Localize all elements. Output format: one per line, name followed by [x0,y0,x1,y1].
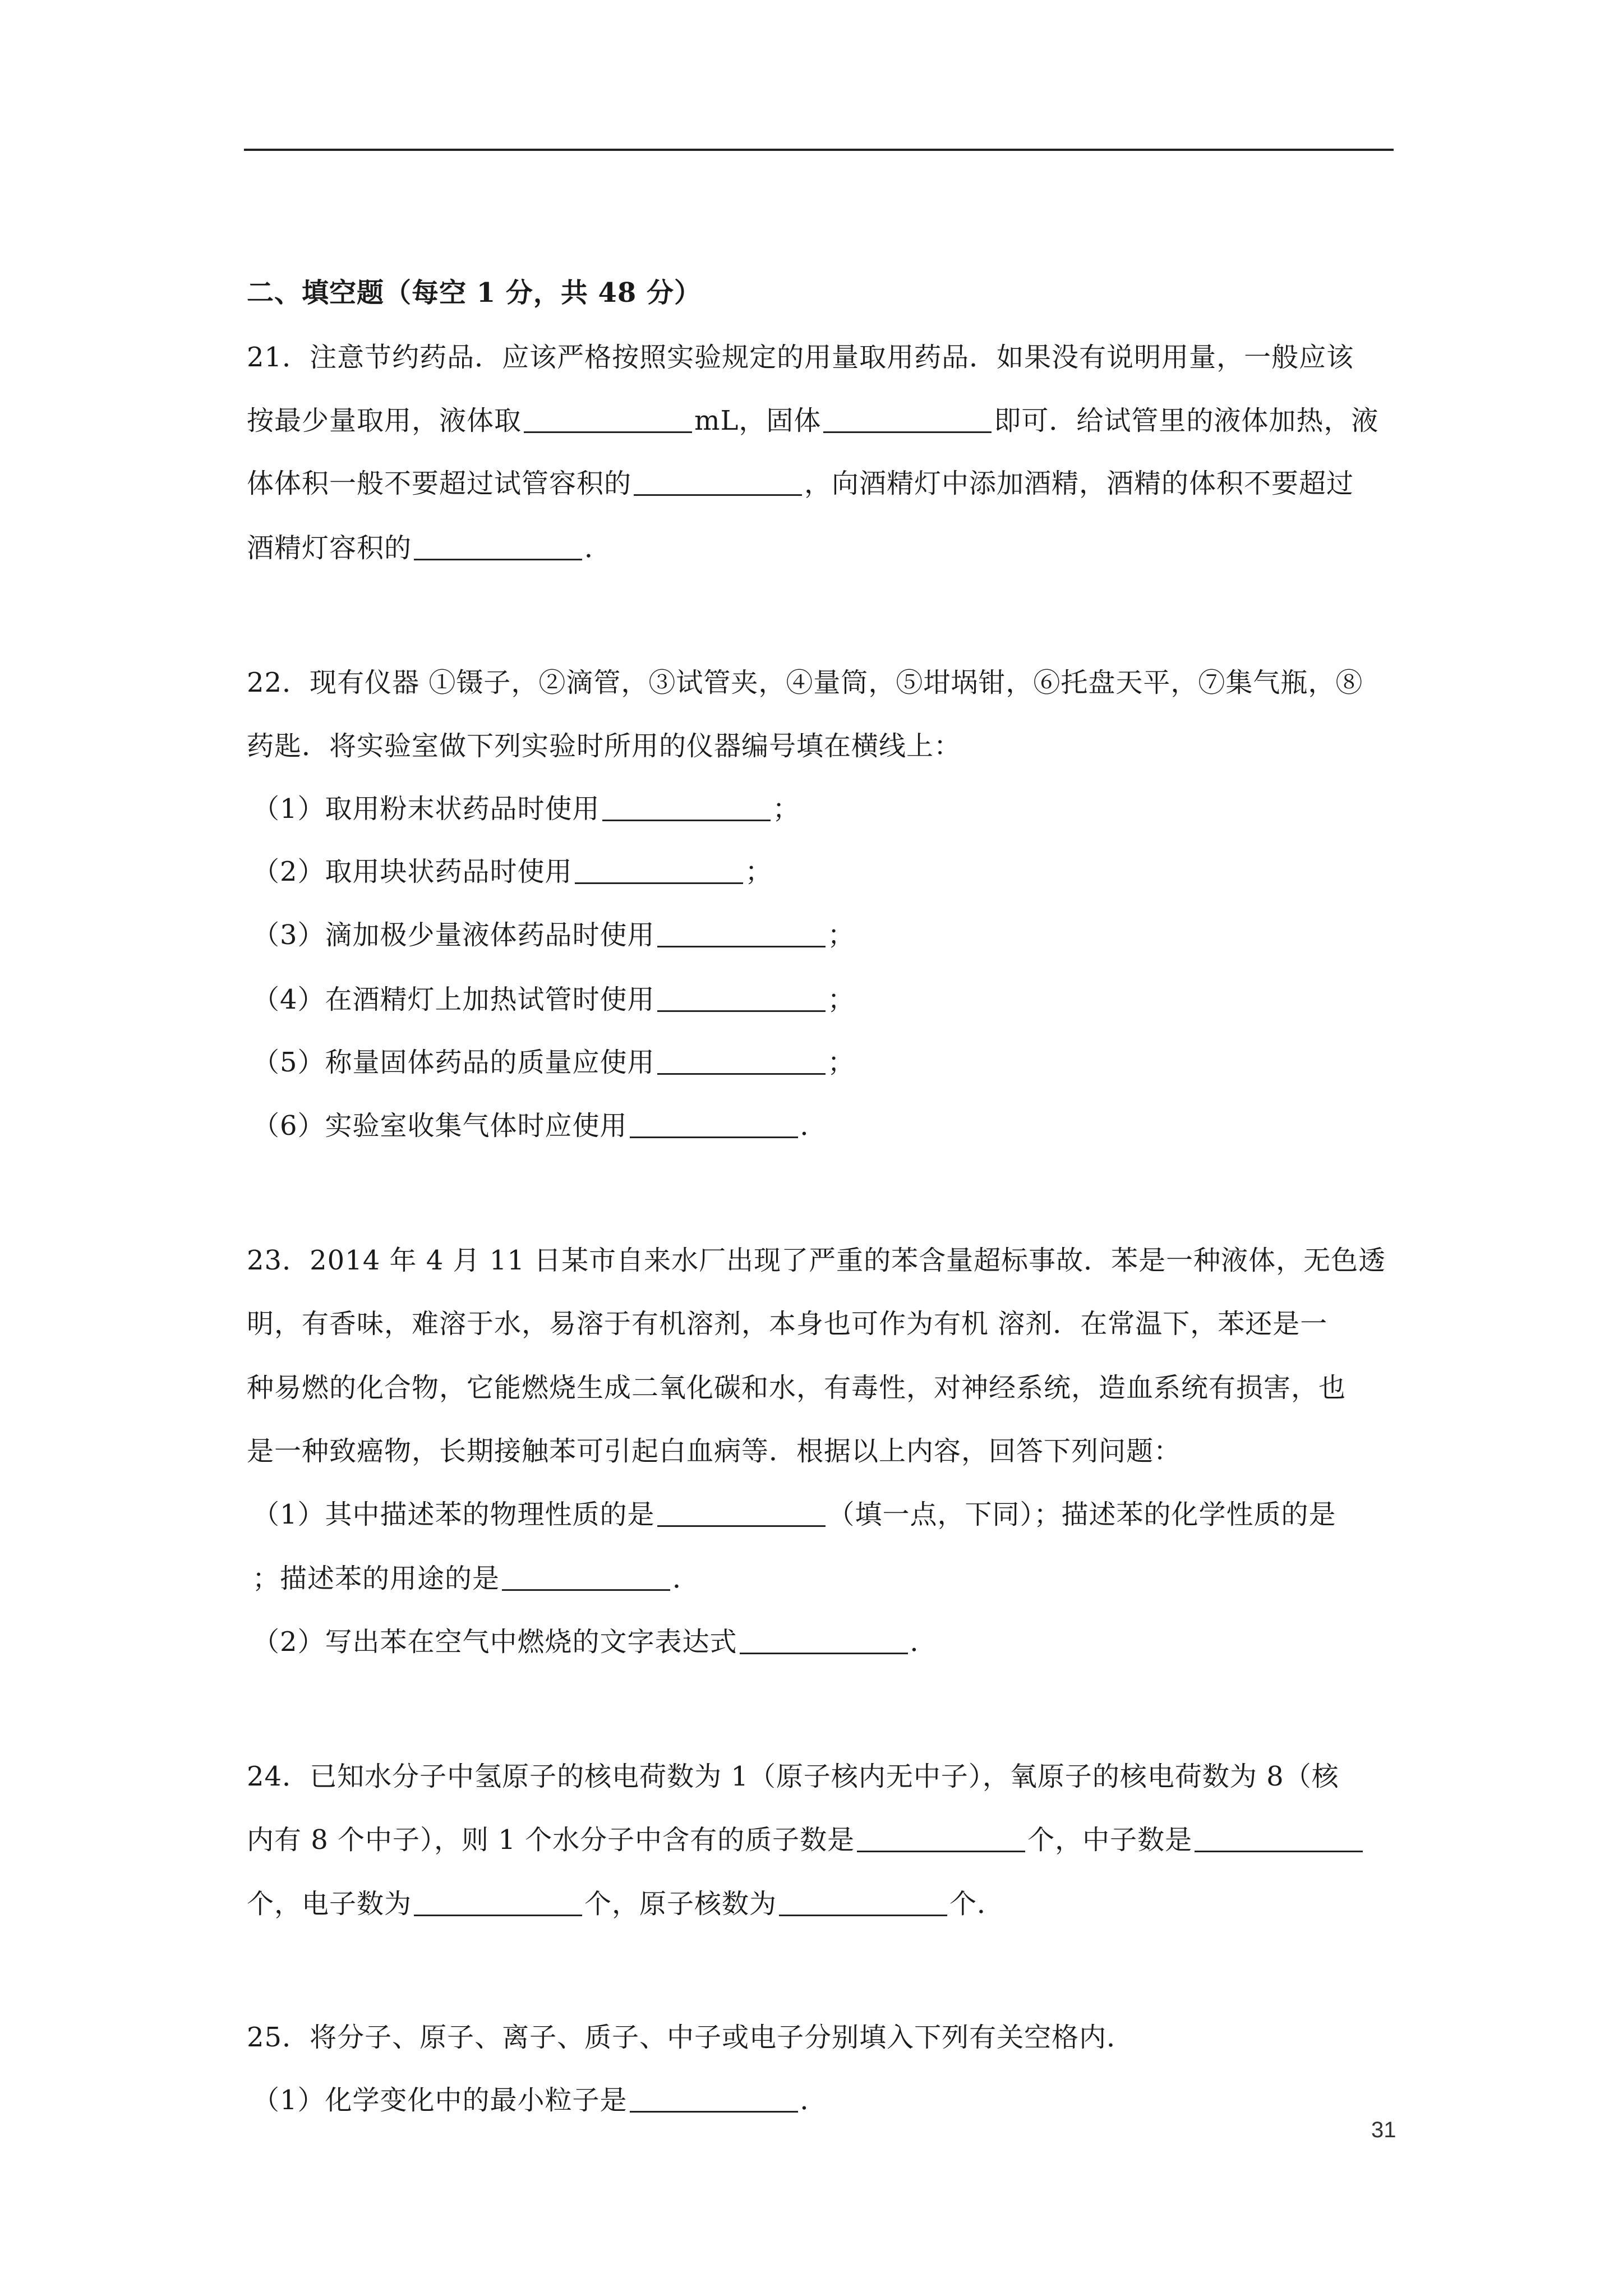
q24-line-2: 内有 8 个中子），则 1 个水分子中含有的质子数是 个，中子数是 [247,1822,1365,1858]
answer-blank[interactable] [857,1826,1025,1852]
q22-line-1: 22．现有仪器 ①镊子，②滴管，③试管夹，④量筒，⑤坩埚钳，⑥托盘天平，⑦集气瓶，⑧ [247,667,1363,698]
answer-blank[interactable] [657,921,826,947]
q21-line-3: 体体积一般不要超过试管容积的 ，向酒精灯中添加酒精，酒精的体积不要超过 [247,468,1354,499]
answer-blank[interactable] [634,470,802,496]
q22-sub-1: （1）取用粉末状药品时使用 ； [252,793,800,825]
q23-sub-1-cont: ；描述苯的用途的是 ． [252,1563,700,1594]
q24-line-3: 个，电子数为 个，原子核数为 个． [247,1888,1005,1920]
q23-line-3: 种易燃的化合物，它能燃烧生成二氧化碳和水，有毒性，对神经系统，造血系统有损害，也 [247,1372,1347,1404]
q21-line-2: 按最少量取用，液体取 mL，固体 即可．给试管里的液体加热，液 [247,405,1379,436]
answer-blank[interactable] [602,795,771,821]
q22-line-2: 药匙．将实验室做下列实验时所用的仪器编号填在横线上： [247,730,962,762]
answer-blank[interactable] [414,1890,582,1916]
answer-blank[interactable] [630,2086,798,2113]
q23-line-4: 是一种致癌物，长期接触苯可引起白血病等．根据以上内容，回答下列问题： [247,1435,1182,1467]
answer-blank[interactable] [575,858,743,884]
q22-sub-6: （6）实验室收集气体时应使用 ． [252,1110,828,1142]
answer-blank[interactable] [657,986,826,1012]
q21-line-4: 酒精灯容积的 ． [247,532,612,564]
answer-blank[interactable] [657,1501,826,1527]
q23-line-2: 明，有香味，难溶于水，易溶于有机溶剂，本身也可作为有机 溶剂．在常温下，苯还是一 [247,1308,1328,1340]
answer-blank[interactable] [630,1112,798,1138]
q24-line-1: 24．已知水分子中氢原子的核电荷数为 1（原子核内无中子），氧原子的核电荷数为 8（核 [247,1761,1339,1792]
q22-sub-5: （5）称量固体药品的质量应使用 ； [252,1047,855,1078]
q25-line-1: 25．将分子、原子、离子、质子、中子或电子分别填入下列有关空格内． [247,2022,1135,2053]
q23-sub-2: （2）写出苯在空气中燃烧的文字表达式 ． [252,1626,938,1658]
q23-line-1: 23．2014 年 4 月 11 日某市自来水厂出现了严重的苯含量超标事故．苯是一种液体，无色透 [247,1245,1386,1276]
answer-blank[interactable] [524,407,692,433]
page-number: 31 [1371,2118,1396,2142]
q23-sub-1: （1）其中描述苯的物理性质的是 （填一点，下同）；描述苯的化学性质的是 [252,1499,1336,1530]
q25-sub-1: （1）化学变化中的最小粒子是 ． [252,2085,828,2116]
answer-blank[interactable] [502,1565,670,1591]
answer-blank[interactable] [414,534,582,560]
q22-sub-3: （3）滴加极少量液体药品时使用 ； [252,919,855,951]
q22-sub-4: （4）在酒精灯上加热试管时使用 ； [252,984,855,1015]
answer-blank[interactable] [823,407,992,433]
answer-blank[interactable] [657,1048,826,1075]
answer-blank[interactable] [779,1890,947,1916]
q21-line-1: 21．注意节约药品．应该严格按照实验规定的用量取用药品．如果没有说明用量，一般应该 [247,342,1354,373]
q22-sub-2: （2）取用块状药品时使用 ； [252,856,773,887]
section-heading: 二、填空题（每空 1 分，共 48 分） [247,277,702,309]
header-rule [244,149,1394,151]
answer-blank[interactable] [1195,1826,1363,1852]
answer-blank[interactable] [740,1628,908,1654]
